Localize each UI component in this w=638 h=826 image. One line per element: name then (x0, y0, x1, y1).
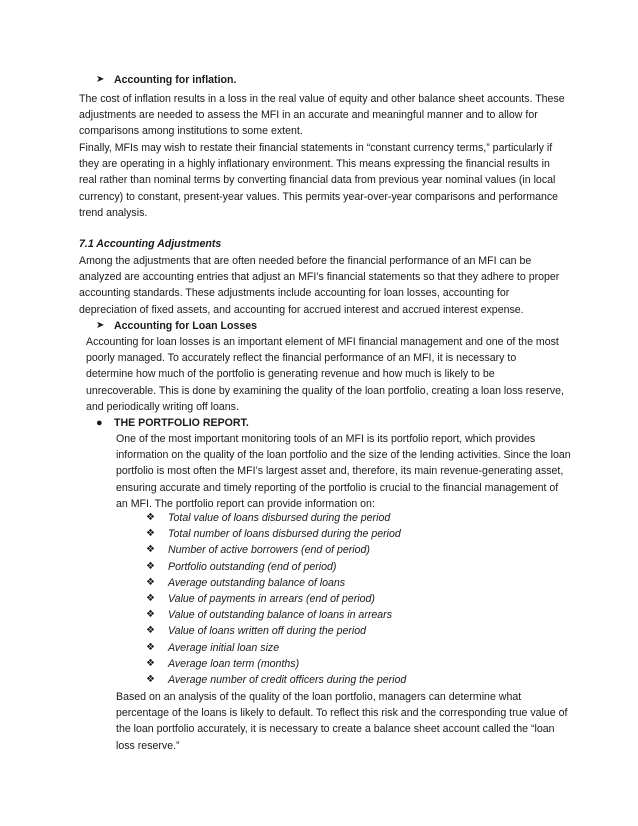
list-item (146, 656, 406, 672)
paragraph-loan-loss-reserve: Based on an analysis of the quality of the loan portfolio, managers can determine what percentage of the loans is likely to default. To reflect this risk and the corresponding true value of the loan portfolio accurately, it is necessary to create a balance sheet account called the “loan loss reserve.” (116, 691, 568, 752)
list-item-text: Value of outstanding balance of loans in arrears (168, 609, 392, 622)
heading-portfolio-report (96, 415, 249, 431)
list-item (146, 559, 406, 575)
list-item-text: Value of payments in arrears (end of period) (168, 592, 375, 605)
list-item-text: Value of loans written off during the period (168, 625, 367, 638)
heading-accounting-for-inflation (96, 72, 236, 88)
list-item-text: Portfolio outstanding (end of period) (168, 560, 337, 573)
list-item-text: Average loan term (months) (168, 657, 300, 670)
list-item (146, 640, 406, 656)
paragraph-inflation-cost: The cost of inflation results in a loss in the real value of equity and other balance sheet accounts. These adjustments are needed to assess the MFI in an accurate and meaningful manner and to allow for comparisons among institutions to some extent. (79, 93, 565, 138)
list-item (146, 607, 406, 623)
diamond-bullet-icon: ❖ (146, 528, 155, 540)
dot-bullet-icon: ● (96, 417, 103, 429)
list-item (146, 672, 406, 688)
heading-text: Accounting for inflation. (114, 74, 237, 86)
diamond-bullet-icon: ❖ (146, 641, 155, 653)
diamond-bullet-icon: ❖ (146, 673, 155, 685)
list-item-text: Average outstanding balance of loans (168, 576, 346, 589)
diamond-bullet-icon: ❖ (146, 512, 155, 523)
arrow-bullet-icon: ➤ (96, 320, 105, 331)
list-item (146, 575, 406, 591)
paragraph-portfolio-report: One of the most important monitoring tools of an MFI is its portfolio report, which provides information on the quality of the loan portfolio and the size of the lending activities. Since the loan portfolio is most often the MFI’s largest asset and, therefore, its main revenue-generating asset, ensuring accurate and timely reporting of the portfolio is crucial to the financial management of an MFI. The portfolio report can provide information on: (116, 433, 571, 510)
heading-text: Accounting for Loan Losses (114, 320, 258, 332)
diamond-bullet-icon: ❖ (146, 625, 155, 637)
heading-text: THE PORTFOLIO REPORT. (114, 417, 249, 429)
list-item (146, 542, 406, 558)
list-item-text: Average initial loan size (168, 641, 280, 654)
diamond-bullet-icon: ❖ (146, 544, 155, 556)
paragraph-constant-currency: Finally, MFIs may wish to restate their financial statements in “constant currency terms,” particularly if they are operating in a highly inflationary environment. This means expressing the financial results in real rather than nominal terms by converting financial data from previous year nominal values (in local currency) to constant, present-year values. This permits year-over-year comparisons and performance trend analysis. (79, 142, 559, 219)
diamond-bullet-icon: ❖ (146, 609, 155, 621)
diamond-bullet-icon: ❖ (146, 576, 155, 588)
section-title: 7.1 Accounting Adjustments (79, 238, 222, 250)
list-item-text: Number of active borrowers (end of period) (168, 544, 370, 557)
paragraph-loan-losses: Accounting for loan losses is an important element of MFI financial management and one of the most poorly managed. To accurately reflect the financial performance of an MFI, it is necessary to determine how much of the portfolio is generating revenue and how much is likely to be unrecoverable. This is done by examining the quality of the loan portfolio, creating a loan loss reserve, and periodically writing off loans. (86, 336, 564, 413)
list-item-text: Total value of loans disbursed during the period (168, 512, 391, 524)
diamond-bullet-icon: ❖ (146, 657, 155, 669)
list-item-text: Average number of credit officers during the period (168, 673, 407, 686)
list-item (146, 526, 406, 542)
heading-loan-losses (96, 318, 257, 334)
list-item (146, 623, 406, 639)
diamond-bullet-icon: ❖ (146, 560, 155, 572)
list-item (146, 591, 406, 607)
arrow-bullet-icon: ➤ (96, 74, 105, 85)
list-item (146, 510, 406, 526)
list-item-text: Total number of loans disbursed during the period (168, 528, 401, 541)
portfolio-info-list (146, 510, 406, 688)
paragraph-adjustments: Among the adjustments that are often needed before the financial performance of an MFI can be analyzed are accounting entries that adjust an MFI’s financial statements so that they adhere to proper accounting standards. These adjustments include accounting for loan losses, accounting for depreciation of fixed assets, and accounting for accrued interest and accrued interest expense. (79, 255, 560, 316)
diamond-bullet-icon: ❖ (146, 592, 155, 604)
